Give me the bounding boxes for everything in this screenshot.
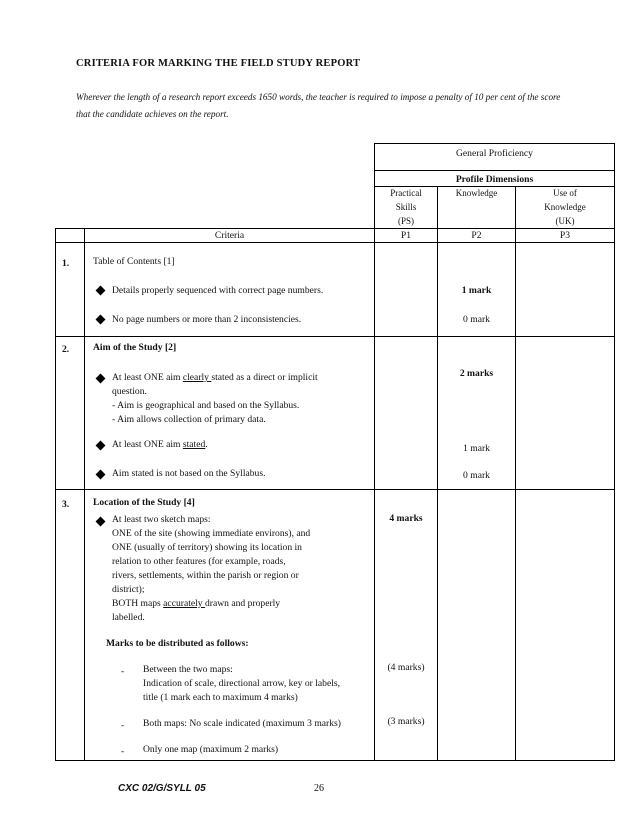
general-proficiency-label: General Proficiency xyxy=(456,148,533,159)
section-2-title: Aim of the Study [2] xyxy=(93,342,177,353)
s2-bullet-2-mark: 1 mark xyxy=(463,443,490,454)
s2-bullet-1-line-3: - Aim is geographical and based on the Syllabus. xyxy=(112,400,300,411)
p2-header: P2 xyxy=(471,230,482,241)
dash-bullet: - xyxy=(121,720,125,731)
s2-bullet-1-mark: 2 marks xyxy=(459,368,494,379)
section-1-number: 1. xyxy=(62,258,70,269)
diamond-bullet-icon xyxy=(96,517,106,527)
s2-bullet-3: Aim stated is not based on the Syllabus. xyxy=(112,468,266,479)
diamond-bullet-icon xyxy=(96,470,106,480)
diamond-bullet-icon xyxy=(96,374,106,384)
col-uk-header: Use of Knowledge (UK) xyxy=(544,188,586,226)
s1-bullet-2: No page numbers or more than 2 inconsistencies. xyxy=(112,314,302,325)
s3-bullet-1-line-2: ONE of the site (showing immediate environs), and xyxy=(112,528,311,539)
section-2-number: 2. xyxy=(62,344,70,355)
s3-bullet-1-line-3: ONE (usually of territory) showing its location in xyxy=(112,542,302,553)
s2-bullet-1-line-1: At least ONE aim clearly stated as a direct or implicit xyxy=(112,372,318,383)
s3-bullet-1-line-8: labelled. xyxy=(112,612,145,623)
s3-bullet-1-line-1: At least two sketch maps: xyxy=(112,514,211,525)
syllabus-code: CXC 02/G/SYLL 05 xyxy=(118,783,206,794)
s2-bullet-2: At least ONE aim stated. xyxy=(112,439,208,450)
s3-bullet-1-line-6: district); xyxy=(112,584,145,595)
s3-dist-1-mark: (4 marks) xyxy=(387,662,425,673)
dash-bullet: - xyxy=(121,666,125,677)
dash-bullet: - xyxy=(121,746,125,757)
s3-dist-1-line-1: Between the two maps: xyxy=(143,664,233,675)
p3-header: P3 xyxy=(559,230,571,241)
word-limit-note: Wherever the length of a research report exceeds 1650 words, the teacher is required to impose a penalty of 10 per cent of the score that the candidate achieves on the report. xyxy=(76,92,561,119)
page-number: 26 xyxy=(314,783,324,794)
col-knowledge-header: Knowledge xyxy=(455,188,498,198)
s3-dist-2-mark: (3 marks) xyxy=(387,716,425,727)
s3-bullet-1-line-5: rivers, settlements, within the parish or region or xyxy=(112,570,299,581)
s3-bullet-1-mark: 4 marks xyxy=(389,513,423,524)
s2-bullet-1-line-2: question. xyxy=(112,386,147,397)
s3-bullet-1-line-7: BOTH maps accurately drawn and properly xyxy=(112,598,281,609)
s3-dist-1-line-3: title (1 mark each to maximum 4 marks) xyxy=(143,692,298,703)
s2-bullet-1-line-4: - Aim allows collection of primary data. xyxy=(112,414,266,425)
marks-distribution-heading: Marks to be distributed as follows: xyxy=(106,638,249,649)
p1-header: P1 xyxy=(400,230,412,241)
page-heading: CRITERIA FOR MARKING THE FIELD STUDY REPORT xyxy=(76,58,361,69)
criteria-header: Criteria xyxy=(214,230,245,241)
diamond-bullet-icon xyxy=(96,441,106,451)
s3-bullet-1-line-4: relation to other features (for example, roads, xyxy=(112,556,286,567)
s3-dist-2: Both maps: No scale indicated (maximum 3 marks) xyxy=(143,718,341,729)
section-3-title: Location of the Study [4] xyxy=(93,497,195,508)
s3-dist-1-line-2: Indication of scale, directional arrow, key or labels, xyxy=(143,678,341,689)
section-3-number: 3. xyxy=(62,499,70,510)
diamond-bullet-icon xyxy=(96,286,106,296)
section-1-title: Table of Contents [1] xyxy=(93,256,175,267)
profile-dimensions-label: Profile Dimensions xyxy=(455,174,534,185)
diamond-bullet-icon xyxy=(96,315,106,325)
s1-bullet-1: Details properly sequenced with correct page numbers. xyxy=(112,285,324,296)
s2-bullet-3-mark: 0 mark xyxy=(463,470,490,481)
s1-bullet-2-mark: 0 mark xyxy=(463,314,490,325)
col-ps-header: Practical Skills (PS) xyxy=(390,188,422,226)
s1-bullet-1-mark: 1 mark xyxy=(461,285,492,296)
s3-dist-3: Only one map (maximum 2 marks) xyxy=(143,744,279,755)
